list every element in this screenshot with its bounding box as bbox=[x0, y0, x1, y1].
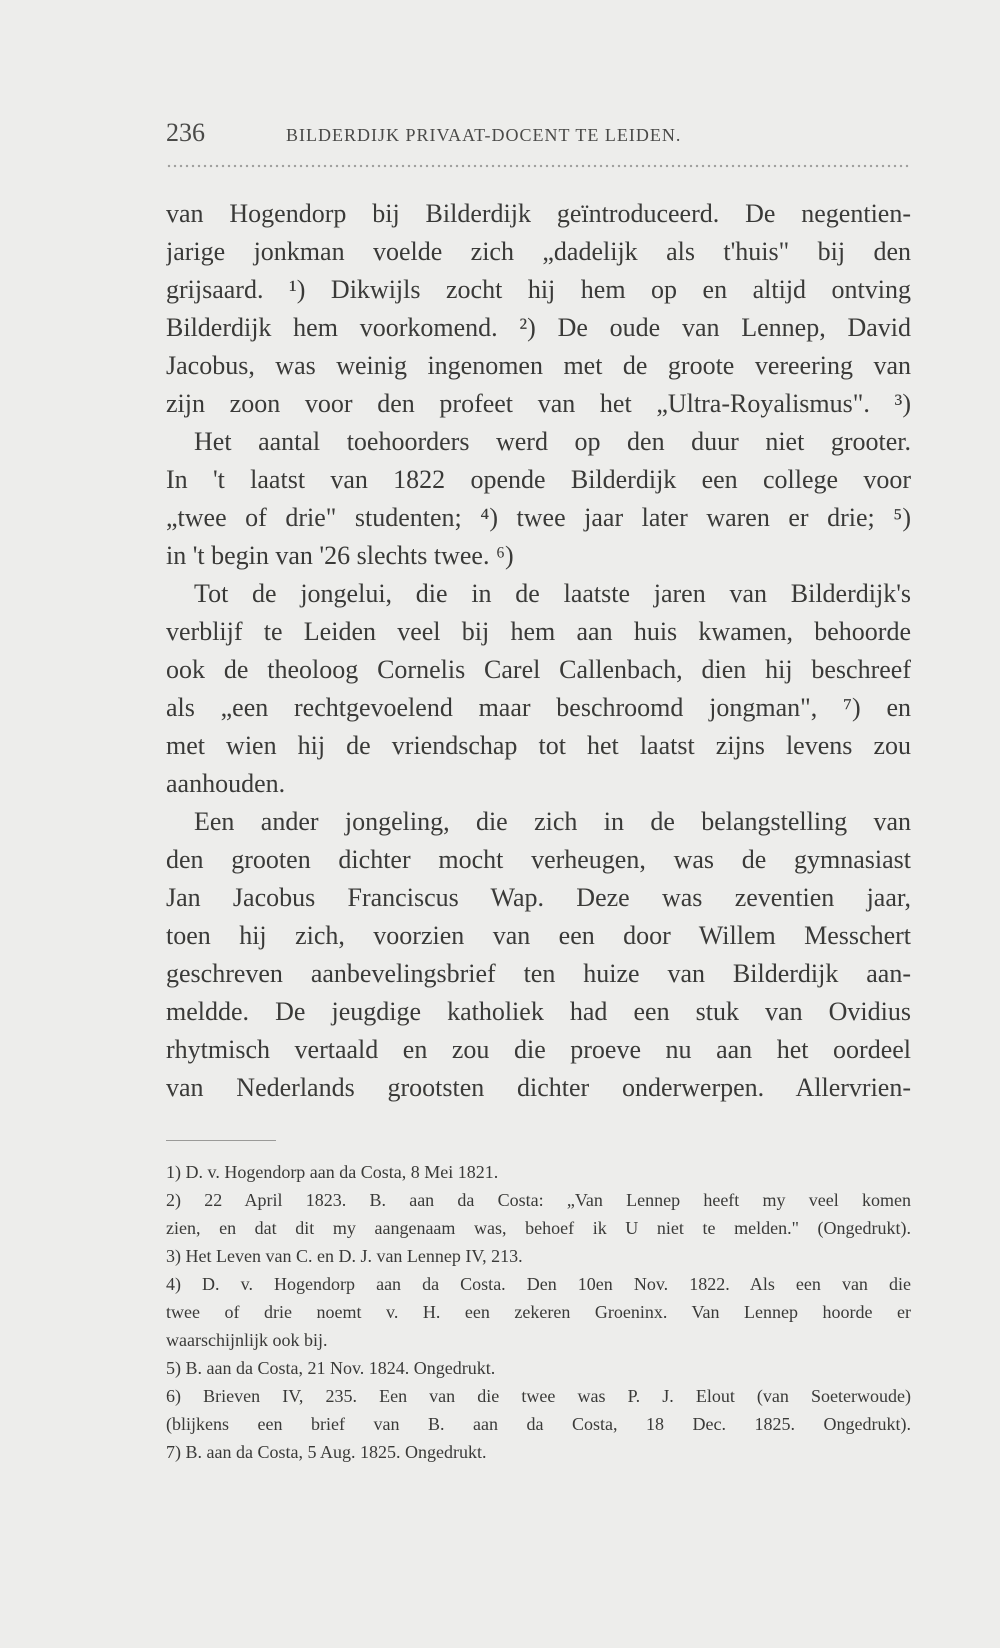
footnote-line: 7) B. aan da Costa, 5 Aug. 1825. Ongedrukt. bbox=[166, 1442, 487, 1462]
footnote-line: 6) Brieven IV, 235. Een van die twee was P. J. Elout (van Soeterwoude) bbox=[166, 1386, 911, 1406]
text-line: als „een rechtgevoelend maar beschroomd jongman", ⁷) en bbox=[166, 693, 911, 722]
footnote-line: 3) Het Leven van C. en D. J. van Lennep IV, 213. bbox=[166, 1246, 523, 1266]
text-line: „twee of drie" studenten; ⁴) twee jaar later waren er drie; ⁵) bbox=[166, 503, 911, 532]
text-line: aanhouden. bbox=[166, 769, 286, 798]
footnotes bbox=[166, 1158, 911, 1466]
header-rule bbox=[166, 164, 911, 168]
footnote-line: 2) 22 April 1823. B. aan da Costa: „Van Lennep heeft my veel komen bbox=[166, 1190, 911, 1210]
text-line: Jacobus, was weinig ingenomen met de groote vereering van bbox=[166, 351, 911, 380]
running-head: BILDERDIJK PRIVAAT-DOCENT TE LEIDEN. bbox=[286, 125, 682, 145]
footnote-line: zien, en dat dit my aangenaam was, behoef ik U niet te melden." (Ongedrukt). bbox=[166, 1218, 911, 1238]
text-line: jarige jonkman voelde zich „dadelijk als t'huis" bij den bbox=[166, 237, 911, 266]
text-line: meldde. De jeugdige katholiek had een stuk van Ovidius bbox=[166, 997, 911, 1026]
text-line: in 't begin van '26 slechts twee. ⁶) bbox=[166, 541, 514, 570]
footnote-line: twee of drie noemt v. H. een zekeren Groeninx. Van Lennep hoorde er bbox=[166, 1302, 911, 1322]
text-line: Jan Jacobus Franciscus Wap. Deze was zeventien jaar, bbox=[166, 883, 911, 912]
footnote-line: 4) D. v. Hogendorp aan da Costa. Den 10en Nov. 1822. Als een van die bbox=[166, 1274, 911, 1294]
body-text bbox=[166, 195, 911, 1107]
text-line: grijsaard. ¹) Dikwijls zocht hij hem op en altijd ontving bbox=[166, 275, 911, 304]
text-line: zijn zoon voor den profeet van het „Ultra-Royalismus". ³) bbox=[166, 389, 911, 418]
footnote-line: 5) B. aan da Costa, 21 Nov. 1824. Ongedrukt. bbox=[166, 1358, 496, 1378]
text-line: Een ander jongeling, die zich in de belangstelling van bbox=[194, 807, 911, 836]
footnote-line: 1) D. v. Hogendorp aan da Costa, 8 Mei 1821. bbox=[166, 1162, 499, 1182]
text-line: rhytmisch vertaald en zou die proeve nu aan het oordeel bbox=[166, 1035, 911, 1064]
text-line: Bilderdijk hem voorkomend. ²) De oude van Lennep, David bbox=[166, 313, 911, 342]
footnote-line: (blijkens een brief van B. aan da Costa, 18 Dec. 1825. Ongedrukt). bbox=[166, 1414, 911, 1434]
text-line: Het aantal toehoorders werd op den duur niet grooter. bbox=[194, 427, 911, 456]
text-line: toen hij zich, voorzien van een door Willem Messchert bbox=[166, 921, 911, 950]
text-line: van Hogendorp bij Bilderdijk geïntroduceerd. De negentien- bbox=[166, 199, 911, 228]
text-line: ook de theoloog Cornelis Carel Callenbach, dien hij beschreef bbox=[166, 655, 911, 684]
footnote-line: waarschijnlijk ook bij. bbox=[166, 1330, 328, 1350]
text-line: met wien hij de vriendschap tot het laatst zijns levens zou bbox=[166, 731, 911, 760]
text-line: geschreven aanbevelingsbrief ten huize van Bilderdijk aan- bbox=[166, 959, 911, 988]
page-header bbox=[166, 118, 911, 152]
footnote-rule bbox=[166, 1140, 276, 1141]
text-line: verblijf te Leiden veel bij hem aan huis kwamen, behoorde bbox=[166, 617, 911, 646]
text-line: den grooten dichter mocht verheugen, was de gymnasiast bbox=[166, 845, 911, 874]
page-number: 236 bbox=[166, 118, 205, 147]
text-line: Tot de jongelui, die in de laatste jaren van Bilderdijk's bbox=[194, 579, 911, 608]
text-line: In 't laatst van 1822 opende Bilderdijk een college voor bbox=[166, 465, 911, 494]
text-line: van Nederlands grootsten dichter onderwerpen. Allervrien- bbox=[166, 1073, 911, 1102]
